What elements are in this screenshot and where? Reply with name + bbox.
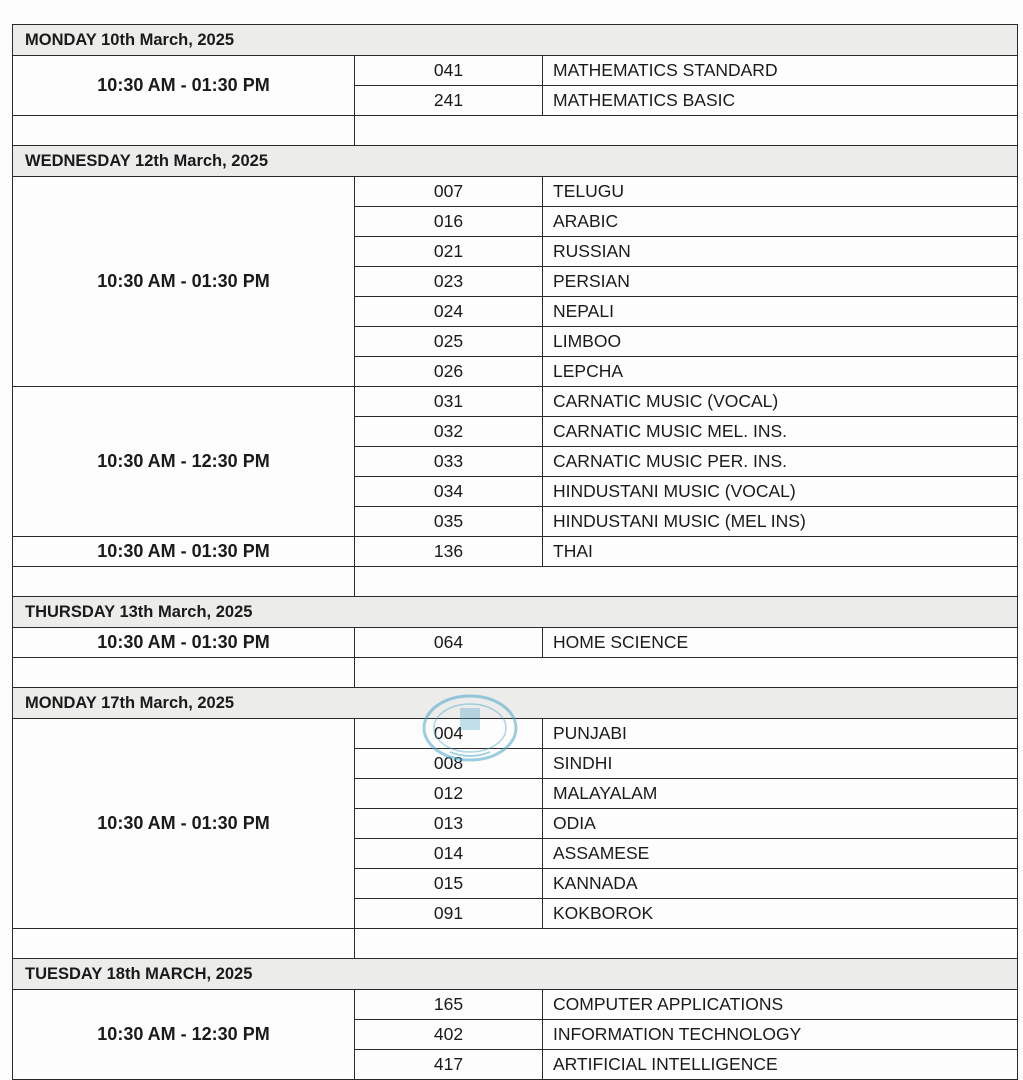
subject-name: HOME SCIENCE	[543, 628, 1018, 658]
day-date: THURSDAY 13th March, 2025	[13, 597, 1018, 628]
spacer-row	[13, 567, 1018, 597]
subject-name: ARTIFICIAL INTELLIGENCE	[543, 1050, 1018, 1080]
day-header-row	[13, 688, 1018, 719]
subject-name: CARNATIC MUSIC MEL. INS.	[543, 417, 1018, 447]
paper-row	[13, 537, 1018, 567]
subject-code: 014	[355, 839, 543, 869]
schedule-table	[12, 24, 1018, 1080]
subject-code: 015	[355, 869, 543, 899]
subject-code: 025	[355, 327, 543, 357]
subject-code: 031	[355, 387, 543, 417]
subject-code: 417	[355, 1050, 543, 1080]
day-date: MONDAY 17th March, 2025	[13, 688, 1018, 719]
spacer-row	[13, 116, 1018, 146]
subject-name: KOKBOROK	[543, 899, 1018, 929]
subject-name: COMPUTER APPLICATIONS	[543, 990, 1018, 1020]
subject-name: TELUGU	[543, 177, 1018, 207]
empty-cell	[355, 658, 1018, 688]
subject-name: HINDUSTANI MUSIC (VOCAL)	[543, 477, 1018, 507]
spacer-row	[13, 658, 1018, 688]
subject-name: THAI	[543, 537, 1018, 567]
subject-code: 026	[355, 357, 543, 387]
subject-code: 008	[355, 749, 543, 779]
subject-name: MATHEMATICS STANDARD	[543, 56, 1018, 86]
subject-name: MATHEMATICS BASIC	[543, 86, 1018, 116]
paper-row	[13, 990, 1018, 1020]
subject-code: 016	[355, 207, 543, 237]
spacer-row	[13, 929, 1018, 959]
subject-name: ARABIC	[543, 207, 1018, 237]
subject-code: 013	[355, 809, 543, 839]
empty-cell	[355, 567, 1018, 597]
day-header-row	[13, 25, 1018, 56]
subject-name: KANNADA	[543, 869, 1018, 899]
empty-cell	[355, 116, 1018, 146]
subject-code: 032	[355, 417, 543, 447]
subject-code: 024	[355, 297, 543, 327]
subject-name: RUSSIAN	[543, 237, 1018, 267]
subject-name: CARNATIC MUSIC PER. INS.	[543, 447, 1018, 477]
day-date: MONDAY 10th March, 2025	[13, 25, 1018, 56]
subject-code: 136	[355, 537, 543, 567]
subject-code: 023	[355, 267, 543, 297]
subject-code: 165	[355, 990, 543, 1020]
subject-name: CARNATIC MUSIC (VOCAL)	[543, 387, 1018, 417]
paper-row	[13, 387, 1018, 417]
empty-cell	[13, 929, 355, 959]
empty-cell	[13, 116, 355, 146]
subject-name: LIMBOO	[543, 327, 1018, 357]
subject-name: ODIA	[543, 809, 1018, 839]
subject-code: 034	[355, 477, 543, 507]
time-slot: 10:30 AM - 12:30 PM	[13, 387, 355, 537]
subject-code: 033	[355, 447, 543, 477]
subject-name: HINDUSTANI MUSIC (MEL INS)	[543, 507, 1018, 537]
subject-code: 402	[355, 1020, 543, 1050]
subject-name: MALAYALAM	[543, 779, 1018, 809]
empty-cell	[355, 929, 1018, 959]
day-header-row	[13, 597, 1018, 628]
paper-row	[13, 56, 1018, 86]
subject-code: 012	[355, 779, 543, 809]
subject-code: 241	[355, 86, 543, 116]
exam-date-sheet	[12, 24, 1017, 1080]
subject-code: 091	[355, 899, 543, 929]
day-header-row	[13, 959, 1018, 990]
time-slot: 10:30 AM - 01:30 PM	[13, 537, 355, 567]
subject-code: 064	[355, 628, 543, 658]
subject-code: 021	[355, 237, 543, 267]
paper-row	[13, 719, 1018, 749]
subject-name: NEPALI	[543, 297, 1018, 327]
paper-row	[13, 177, 1018, 207]
subject-code: 004	[355, 719, 543, 749]
subject-name: ASSAMESE	[543, 839, 1018, 869]
empty-cell	[13, 658, 355, 688]
empty-cell	[13, 567, 355, 597]
subject-code: 035	[355, 507, 543, 537]
day-header-row	[13, 146, 1018, 177]
subject-name: SINDHI	[543, 749, 1018, 779]
time-slot: 10:30 AM - 01:30 PM	[13, 719, 355, 929]
day-date: WEDNESDAY 12th March, 2025	[13, 146, 1018, 177]
subject-name: INFORMATION TECHNOLOGY	[543, 1020, 1018, 1050]
time-slot: 10:30 AM - 01:30 PM	[13, 177, 355, 387]
subject-code: 041	[355, 56, 543, 86]
subject-name: LEPCHA	[543, 357, 1018, 387]
paper-row	[13, 628, 1018, 658]
time-slot: 10:30 AM - 01:30 PM	[13, 628, 355, 658]
subject-name: PERSIAN	[543, 267, 1018, 297]
day-date: TUESDAY 18th MARCH, 2025	[13, 959, 1018, 990]
time-slot: 10:30 AM - 01:30 PM	[13, 56, 355, 116]
subject-name: PUNJABI	[543, 719, 1018, 749]
subject-code: 007	[355, 177, 543, 207]
time-slot: 10:30 AM - 12:30 PM	[13, 990, 355, 1080]
